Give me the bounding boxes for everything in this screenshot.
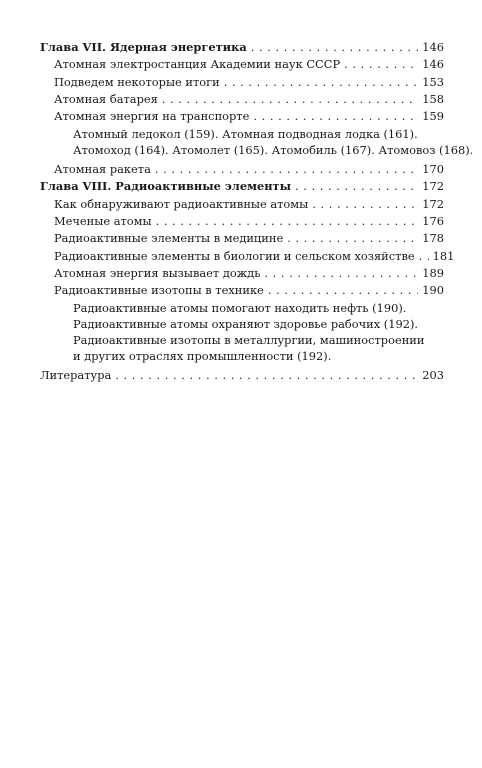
toc-entry-title: Литература — [40, 367, 112, 382]
toc-subtopics — [40, 127, 474, 159]
toc-page-number: 158 — [422, 91, 444, 106]
dot-leader — [287, 231, 418, 246]
toc-entry-title: Атомная ракета — [54, 162, 151, 177]
toc-subtopic-line: и других отраслях промышленности (192). — [73, 348, 332, 363]
toc-entry-title: Атомная энергия вызывает дождь — [54, 265, 261, 280]
toc-page-number: 190 — [422, 283, 444, 298]
toc-entry-title: Радиоактивные элементы в биологии и сельском хозяйстве — [54, 248, 415, 263]
toc-subtopic-line: Радиоактивные изотопы в металлургии, машиностроении — [73, 333, 425, 348]
toc-page-number: 153 — [422, 74, 444, 89]
toc-entry[interactable] — [40, 197, 444, 214]
dot-leader — [253, 109, 418, 124]
toc-page-number: 159 — [422, 109, 444, 124]
toc-subtopic-line: Атомный ледокол (159). Атомная подводная лодка (161). — [73, 127, 418, 142]
toc-page-number: 172 — [422, 196, 444, 211]
toc-entry[interactable] — [40, 283, 444, 300]
dot-leader — [115, 368, 418, 383]
toc-page-number: 176 — [422, 213, 444, 228]
toc-entry-title: Меченые атомы — [54, 213, 152, 228]
toc-subtopic-line: Атомоход (164). Атомолет (165). Атомобиль (167). Атомовоз (168). — [73, 143, 474, 158]
toc-entry[interactable] — [40, 57, 444, 74]
toc-entry-title: Атомная батарея — [54, 91, 158, 106]
dot-leader — [344, 57, 418, 72]
dot-leader — [295, 179, 418, 194]
toc-chapter-8[interactable] — [40, 179, 444, 196]
toc-entry[interactable] — [40, 231, 444, 248]
dot-leader — [419, 249, 429, 264]
toc-entry-title: Радиоактивные элементы в медицине — [54, 231, 284, 246]
toc-entry-title: Глава VII. Ядерная энергетика — [40, 40, 247, 54]
toc-entry[interactable] — [40, 75, 444, 92]
toc-entry-title: Глава VIII. Радиоактивные элементы — [40, 179, 292, 194]
toc-entry-title: Радиоактивные изотопы в технике — [54, 283, 264, 298]
toc-subtopic-line: Радиоактивные атомы охраняют здоровье рабочих (192). — [73, 317, 419, 332]
dot-leader — [251, 40, 419, 55]
toc-entry[interactable] — [40, 248, 455, 266]
dot-leader — [224, 75, 419, 90]
dot-leader — [156, 214, 419, 229]
toc-page-number: 178 — [422, 231, 444, 246]
toc-entry[interactable] — [40, 266, 444, 283]
toc-entry[interactable] — [40, 162, 444, 179]
dot-leader — [162, 92, 418, 107]
toc-entry[interactable] — [40, 214, 444, 231]
toc-page-number: 146 — [422, 40, 444, 54]
toc-entry[interactable] — [40, 92, 444, 109]
toc-entry[interactable] — [40, 109, 444, 126]
toc-subtopic-line: Радиоактивные атомы помогают находить нефть (190). — [73, 301, 407, 316]
toc-entry-title: Подведем некоторые итоги — [54, 74, 220, 89]
toc-page-number: 189 — [422, 265, 444, 280]
toc-literature[interactable] — [40, 368, 444, 385]
dot-leader — [264, 266, 418, 281]
dot-leader — [312, 197, 418, 212]
toc-chapter-7[interactable] — [40, 40, 444, 57]
dot-leader — [155, 162, 418, 177]
table-of-contents — [40, 40, 474, 385]
toc-page-number: 181 — [432, 248, 455, 263]
toc-entry-title: Как обнаруживают радиоактивные атомы — [54, 196, 309, 211]
toc-page-number: 203 — [422, 367, 444, 382]
toc-entry-title: Атомная энергия на транспорте — [54, 109, 250, 124]
toc-page-number: 170 — [422, 162, 444, 177]
dot-leader — [268, 283, 418, 298]
toc-subtopics — [40, 301, 444, 364]
toc-page-number: 146 — [422, 57, 444, 72]
toc-entry-title: Атомная электростанция Академии наук СССР — [54, 57, 341, 72]
toc-page-number: 172 — [422, 179, 444, 194]
